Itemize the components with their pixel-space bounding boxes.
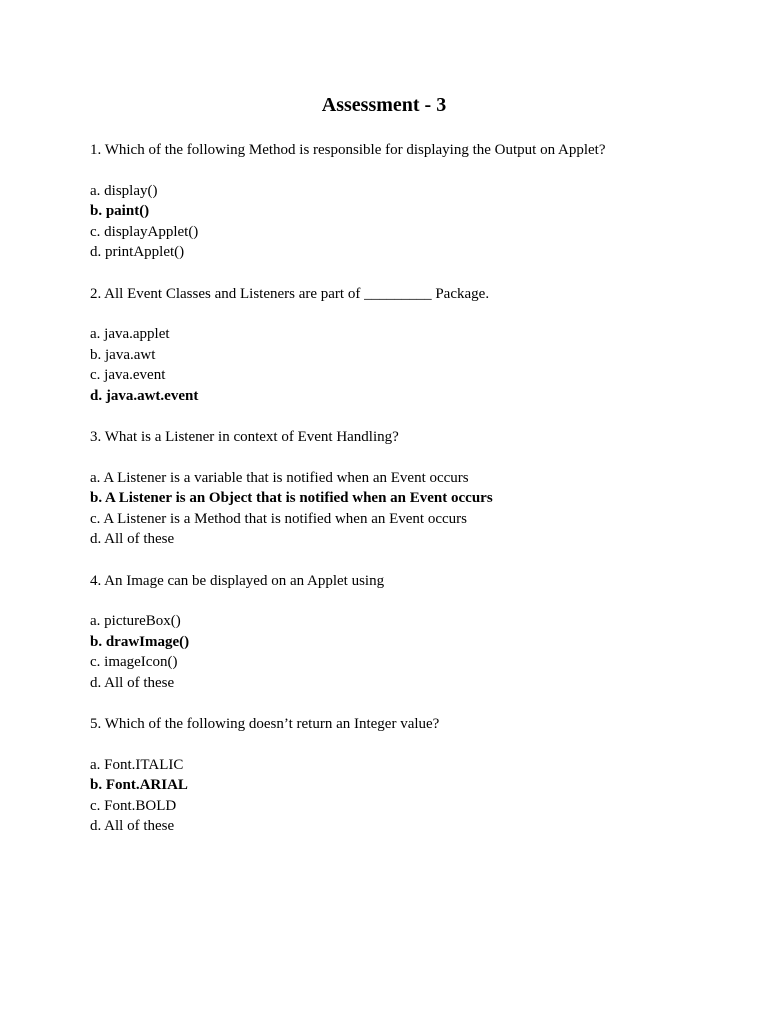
question-2	[90, 284, 708, 407]
option-d: d. All of these	[90, 531, 175, 547]
option-b: b. Font.ARIAL	[90, 777, 188, 793]
option-d: d. printApplet()	[90, 244, 185, 260]
option-c: c. Font.BOLD	[90, 797, 177, 814]
option-a: a. display()	[90, 182, 158, 199]
option-a: a. A Listener is a variable that is notified when an Event occurs	[90, 469, 469, 486]
question-text: 3. What is a Listener in context of Event Handling?	[90, 429, 399, 445]
question-4	[90, 571, 708, 694]
option-b: b. drawImage()	[90, 633, 190, 650]
question-text: 5. Which of the following doesn’t return an Integer value?	[90, 716, 440, 732]
question-text: 2. All Event Classes and Listeners are part of _________ Package.	[90, 285, 490, 302]
question-text: 4. An Image can be displayed on an Applet using	[90, 572, 385, 589]
option-c: c. imageIcon()	[90, 654, 178, 670]
option-list	[90, 181, 708, 263]
option-a: a. Font.ITALIC	[90, 756, 184, 773]
question-5	[90, 714, 708, 837]
question-list	[90, 140, 708, 858]
option-d: d. java.awt.event	[90, 387, 199, 404]
page-title: Assessment - 3	[321, 94, 447, 116]
option-list	[90, 611, 708, 693]
question-text: 1. Which of the following Method is responsible for displaying the Output on Applet?	[90, 142, 606, 158]
option-c: c. displayApplet()	[90, 223, 199, 240]
option-b: b. java.awt	[90, 346, 156, 363]
option-c: c. A Listener is a Method that is notified when an Event occurs	[90, 510, 467, 527]
option-list	[90, 755, 708, 837]
question-1	[90, 140, 708, 263]
option-c: c. java.event	[90, 367, 166, 383]
option-b: b. paint()	[90, 203, 150, 219]
option-b: b. A Listener is an Object that is notified when an Event occurs	[90, 490, 493, 506]
option-a: a. pictureBox()	[90, 613, 181, 629]
option-list	[90, 324, 708, 406]
option-a: a. java.applet	[90, 326, 170, 342]
option-d: d. All of these	[90, 818, 175, 834]
option-list	[90, 468, 708, 550]
question-3	[90, 427, 708, 550]
option-d: d. All of these	[90, 674, 175, 691]
